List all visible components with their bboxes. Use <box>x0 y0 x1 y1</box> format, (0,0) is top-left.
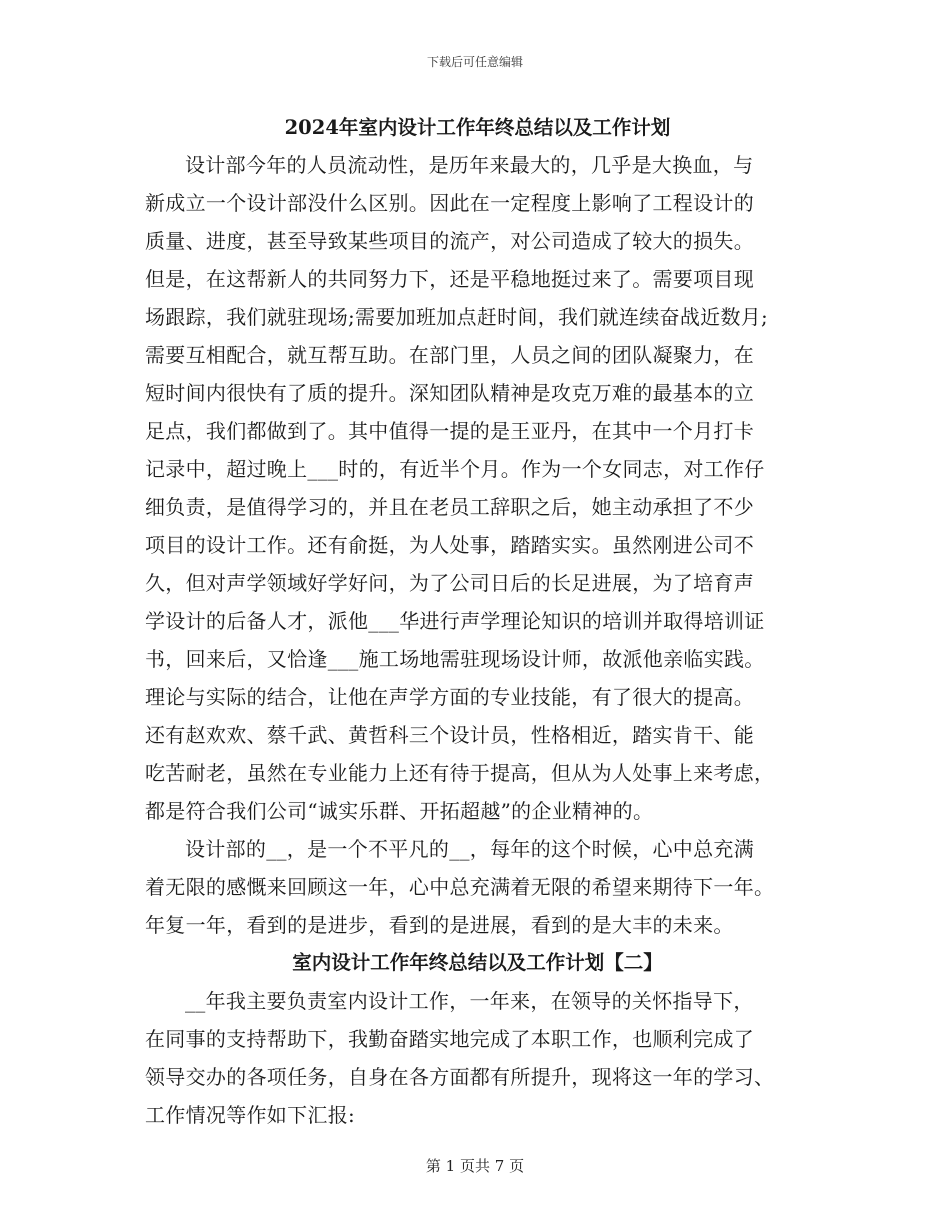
text-line: 吃苦耐老，虽然在专业能力上还有待于提高，但从为人处事上来考虑， <box>145 761 775 785</box>
text-line: 细负责，是值得学习的，并且在老员工辞职之后，她主动承担了不少 <box>145 495 754 519</box>
section-1-body <box>145 146 810 944</box>
text-line: 在同事的支持帮助下，我勤奋踏实地完成了本职工作，也顺利完成了 <box>145 1027 754 1051</box>
text-line: 新成立一个设计部没什么区别。因此在一定程度上影响了工程设计的 <box>145 191 754 215</box>
paragraph <box>145 830 810 944</box>
text-line: 着无限的感慨来回顾这一年，心中总充满着无限的希望来期待下一年。 <box>145 875 775 899</box>
text-line: 设计部今年的人员流动性，是历年来最大的，几乎是大换血，与 <box>185 153 754 177</box>
section-2-title: 室内设计工作年终总结以及工作计划【二】 <box>292 951 663 974</box>
paragraph <box>145 146 810 830</box>
text-line: __年我主要负责室内设计工作，一年来，在领导的关怀指导下， <box>185 989 754 1013</box>
text-line: 需要互相配合，就互帮互助。在部门里，人员之间的团队凝聚力，在 <box>145 343 754 367</box>
text-line: 足点，我们都做到了。其中值得一提的是王亚丹，在其中一个月打卡 <box>145 419 754 443</box>
text-line: 场跟踪，我们就驻现场;需要加班加点赶时间，我们就连续奋战近数月; <box>145 305 769 329</box>
text-line: 领导交办的各项任务，自身在各方面都有所提升，现将这一年的学习、 <box>145 1065 775 1089</box>
document-title: 2024年室内设计工作年终总结以及工作计划 <box>284 116 671 139</box>
document-body <box>145 110 810 1134</box>
text-line: 记录中，超过晚上___时的，有近半个月。作为一个女同志，对工作仔 <box>145 457 765 481</box>
page-footer: 第 1 页共 7 页 <box>425 1157 525 1175</box>
text-line: 项目的设计工作。还有俞挺，为人处事，踏踏实实。虽然刚进公司不 <box>145 533 754 557</box>
text-line: 但是，在这帮新人的共同努力下，还是平稳地挺过来了。需要项目现 <box>145 267 754 291</box>
text-line: 年复一年，看到的是进步，看到的是进展，看到的是大丰的未来。 <box>145 913 734 937</box>
text-line: 都是符合我们公司“诚实乐群、开拓超越”的企业精神的。 <box>145 799 654 823</box>
text-line: 理论与实际的结合，让他在声学方面的专业技能，有了很大的提高。 <box>145 685 754 709</box>
text-line: 质量、进度，甚至导致某些项目的流产，对公司造成了较大的损失。 <box>145 229 754 253</box>
text-line: 工作情况等作如下汇报: <box>145 1103 356 1127</box>
text-line: 书，回来后，又恰逢___施工场地需驻现场设计师，故派他亲临实践。 <box>145 647 765 671</box>
text-line: 短时间内很快有了质的提升。深知团队精神是攻克万难的最基本的立 <box>145 381 754 405</box>
text-line: 还有赵欢欢、蔡千武、黄哲科三个设计员，性格相近，踏实肯干、能 <box>145 723 754 747</box>
paragraph <box>145 982 810 1134</box>
text-line: 设计部的__，是一个不平凡的__，每年的这个时候，心中总充满 <box>185 837 754 861</box>
text-line: 学设计的后备人才，派他___华进行声学理论知识的培训并取得培训证 <box>145 609 765 633</box>
section-2-body <box>145 982 810 1134</box>
text-line: 久，但对声学领域好学好问，为了公司日后的长足进展，为了培育声 <box>145 571 754 595</box>
header-note: 下载后可任意编辑 <box>426 55 523 69</box>
